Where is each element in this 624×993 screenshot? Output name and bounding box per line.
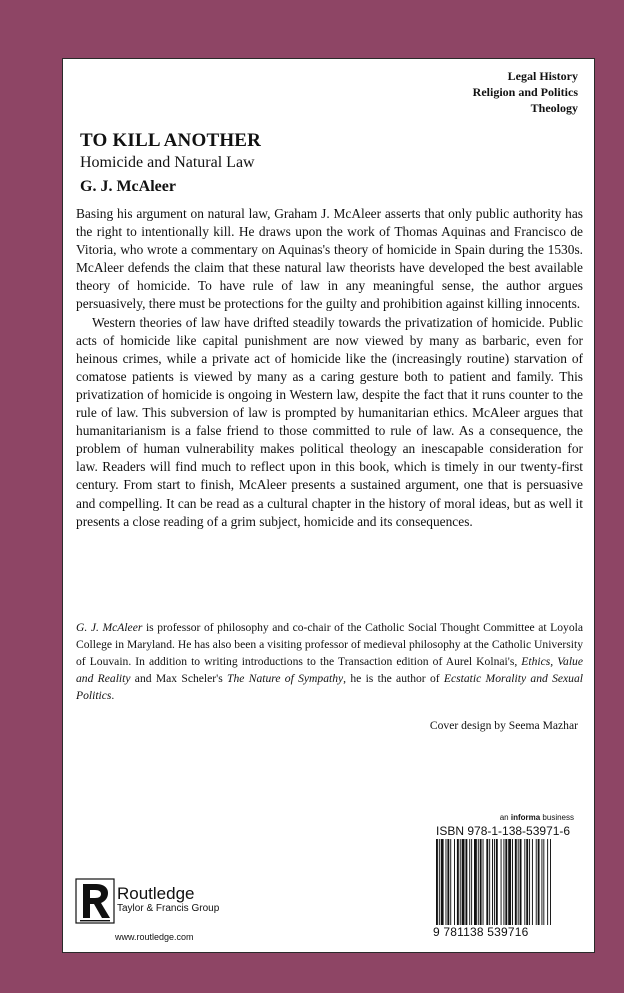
publisher-group: Taylor & Francis Group (117, 903, 220, 914)
book-description (76, 205, 583, 531)
informa-brand: informa (510, 813, 541, 822)
subject-categories (473, 68, 578, 116)
barcode-digits: 9 781138 539716 (433, 925, 529, 939)
publisher-website: www.routledge.com (115, 932, 194, 942)
bio-text: is professor of philosophy and co-chair of the Catholic Social Thought Committee at Loyola College in Maryland. He has also been a visiting professor of medieval philosophy at the Catholic University of Louvain. In addition to writing introductions to the Transaction edition of Aurel Kolnai's, (76, 621, 583, 668)
author-bio (76, 619, 583, 704)
book-author: G. J. McAleer (80, 178, 176, 195)
bio-book-title: The Nature of Sympathy (227, 672, 344, 685)
description-paragraph: Western theories of law have drifted steadily towards the privatization of homicide. Public acts of homicide like capital punishment are now viewed by many as barbaric, even for heinous crimes, while a private act of homicide like the (increasingly routine) starvation of comatose patients is viewed by many as a caring gesture both to patient and family. This privatization of homicide is ongoing in Western law, despite the fact that it runs counter to the rule of law. This subversion of law is prompted by humanitarian ethics. McAleer argues that humanitarianism is a false friend to those committed to rule of law. As a consequence, the problem of human vulnerability makes political theology an inescapable consideration for law. Readers will find much to reflect upon in this book, which is timely in our twenty-first century. From start to finish, McAleer presents a sustained argument, one that is persuasive and compelling. It can be read as a cultural chapter in the history of moral ideas, but as well it presents a close reading of a grim subject, homicide and its consequences. (76, 314, 583, 529)
book-subtitle: Homicide and Natural Law (80, 154, 255, 171)
bio-text: . (111, 689, 115, 702)
routledge-r-logo-icon (75, 878, 115, 924)
informa-business-tag: an informa business (499, 813, 574, 822)
barcode (433, 839, 579, 944)
bio-author-name: G. J. McAleer (76, 621, 143, 634)
subject-category: Legal History (507, 69, 578, 83)
cover-design-credit: Cover design by Seema Mazhar (429, 719, 578, 732)
subject-category: Religion and Politics (472, 85, 578, 99)
back-cover-panel (62, 58, 595, 953)
bio-text: and Max Scheler's (130, 672, 228, 685)
bio-book-title: Ethics, Value and Reality (76, 655, 583, 685)
description-paragraph: Basing his argument on natural law, Graham J. McAleer asserts that only public authority has the right to intentionally kill. He draws upon the work of Thomas Aquinas and Francisco de Vitoria, who wrote a commentary on Aquinas's theory of homicide in Spain during the 1530s. McAleer defends the claim that these natural law theorists have developed the best available theory of homicide. To have rule of law in any meaningful sense, the author argues persuasively, there must be protections for the guilty and prohibition against killing innocents. (76, 206, 583, 312)
barcode-bars (433, 839, 579, 929)
publisher-name: Routledge (117, 884, 195, 903)
bio-book-title: Ecstatic Morality and Sexual Politics (76, 672, 583, 702)
publisher-brand (117, 885, 219, 915)
isbn-number: ISBN 978-1-138-53971-6 (436, 824, 571, 838)
bio-text: , he is the author of (343, 672, 444, 685)
subject-category: Theology (530, 101, 578, 115)
book-title: TO KILL ANOTHER (80, 130, 262, 151)
